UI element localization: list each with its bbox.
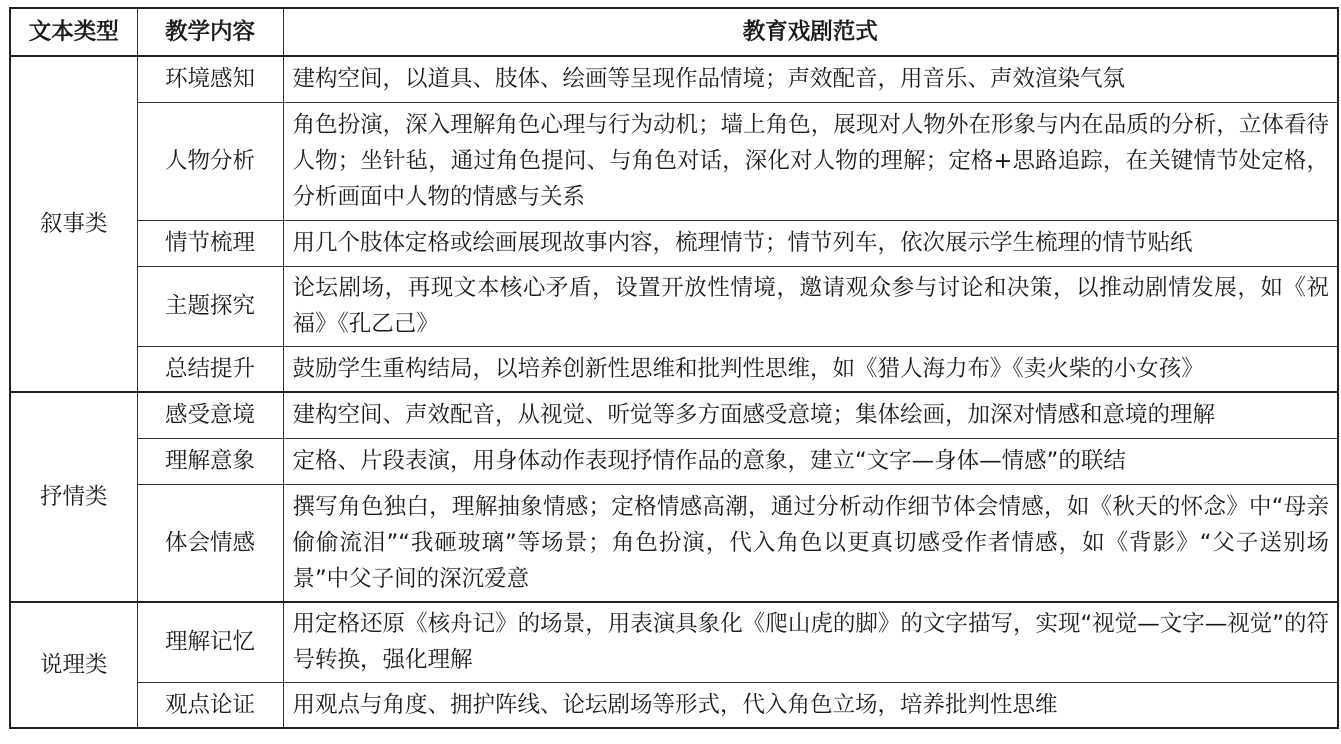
header-row xyxy=(10,8,1338,56)
topic-cell: 体会情感 xyxy=(137,484,283,602)
topic-cell: 感受意境 xyxy=(137,392,283,438)
table-row xyxy=(10,266,1338,346)
topic-cell: 人物分析 xyxy=(137,102,283,220)
description-cell: 撰写角色独白，理解抽象情感；定格情感高潮，通过分析动作细节体会情感，如《秋天的怀念》中“母亲偷偷流泪”“我砸玻璃”等场景；角色扮演，代入角色以更真切感受作者情感，如《背影》“父子送别场景”中父子间的深沉爱意 xyxy=(283,484,1338,602)
table-row xyxy=(10,682,1338,728)
description-cell: 建构空间，以道具、肢体、绘画等呈现作品情境；声效配音，用音乐、声效渲染气氛 xyxy=(283,56,1338,102)
topic-cell: 观点论证 xyxy=(137,682,283,728)
description-cell: 鼓励学生重构结局，以培养创新性思维和批判性思维，如《猎人海力布》《卖火柴的小女孩》 xyxy=(283,346,1338,392)
drama-teaching-table xyxy=(9,7,1339,729)
category-narrative: 叙事类 xyxy=(10,56,137,392)
topic-cell: 环境感知 xyxy=(137,56,283,102)
header-teaching-content: 教学内容 xyxy=(137,8,283,56)
table-row xyxy=(10,392,1338,438)
table-row xyxy=(10,102,1338,220)
topic-cell: 总结提升 xyxy=(137,346,283,392)
topic-cell: 情节梳理 xyxy=(137,220,283,266)
description-cell: 角色扮演，深入理解角色心理与行为动机；墙上角色，展现对人物外在形象与内在品质的分析，立体看待人物；坐针毡，通过角色提问、与角色对话，深化对人物的理解；定格+思路追踪，在关键情节处定格，分析画面中人物的情感与关系 xyxy=(283,102,1338,220)
description-cell: 论坛剧场，再现文本核心矛盾，设置开放性情境，邀请观众参与讨论和决策，以推动剧情发展，如《祝福》《孔乙己》 xyxy=(283,266,1338,346)
header-drama-paradigm: 教育戏剧范式 xyxy=(283,8,1338,56)
table-body xyxy=(10,56,1338,728)
topic-cell: 理解记忆 xyxy=(137,602,283,682)
table-row xyxy=(10,56,1338,102)
topic-cell: 主题探究 xyxy=(137,266,283,346)
table-row xyxy=(10,484,1338,602)
table-row xyxy=(10,602,1338,682)
description-cell: 定格、片段表演，用身体动作表现抒情作品的意象，建立“文字—身体—情感”的联结 xyxy=(283,438,1338,484)
table-header xyxy=(10,8,1338,56)
teaching-table-container xyxy=(9,7,1337,729)
table-row xyxy=(10,438,1338,484)
header-text-type: 文本类型 xyxy=(10,8,137,56)
category-argumentative: 说理类 xyxy=(10,602,137,728)
description-cell: 用定格还原《核舟记》的场景，用表演具象化《爬山虎的脚》的文字描写，实现“视觉—文字—视觉”的符号转换，强化理解 xyxy=(283,602,1338,682)
description-cell: 用观点与角度、拥护阵线、论坛剧场等形式，代入角色立场，培养批判性思维 xyxy=(283,682,1338,728)
table-row xyxy=(10,220,1338,266)
topic-cell: 理解意象 xyxy=(137,438,283,484)
table-row xyxy=(10,346,1338,392)
description-cell: 建构空间、声效配音，从视觉、听觉等多方面感受意境；集体绘画，加深对情感和意境的理解 xyxy=(283,392,1338,438)
description-cell: 用几个肢体定格或绘画展现故事内容，梳理情节；情节列车，依次展示学生梳理的情节贴纸 xyxy=(283,220,1338,266)
category-lyrical: 抒情类 xyxy=(10,392,137,602)
